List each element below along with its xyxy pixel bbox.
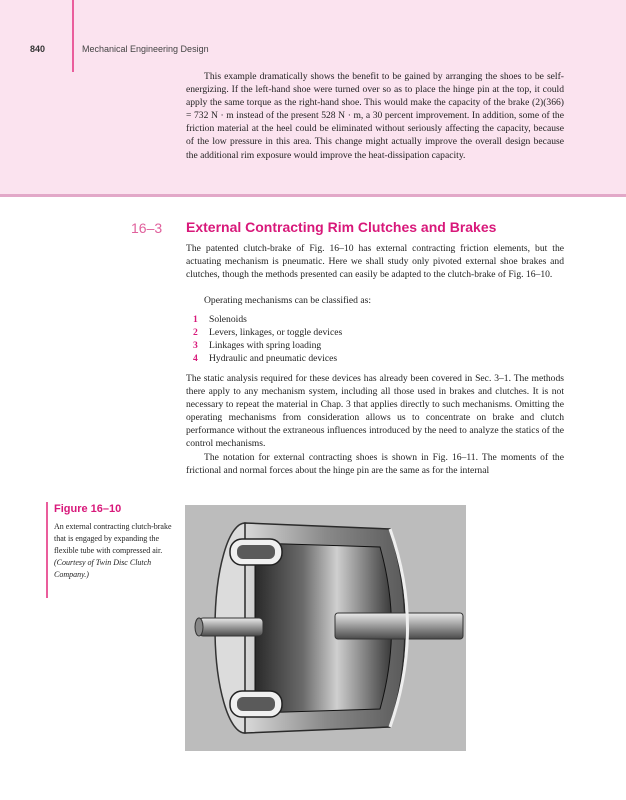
list-item-number: 2 (193, 327, 198, 339)
list-item-text: Hydraulic and pneumatic devices (209, 353, 338, 365)
list-item (193, 352, 342, 365)
input-shaft (199, 618, 263, 636)
list-item-number: 3 (193, 340, 198, 352)
tube-inner-bottom (237, 697, 275, 711)
list-item (193, 313, 342, 326)
body-text-block (186, 372, 564, 477)
body-paragraph-1: The patented clutch-brake of Fig. 16–10 has external contracting friction elements, but the actuating mechanism is pneumatic. Here we shall study only pivoted external shoe brakes and clutches, though the methods presented can easily be adapted to the clutch-brake of Fig. 16–10. (186, 243, 564, 281)
figure-credit: (Courtesy of Twin Disc Clutch Company.) (54, 558, 152, 579)
list-item (193, 339, 342, 352)
body-paragraph-3: The static analysis required for these devices has already been covered in Sec. 3–1. The methods there apply to any mechanism system, including all those used in brakes and clutches. It is not necessary to repeat the material in Chap. 3 that applies directly to such mechanisms. Omitting the operating mechanisms from consideration allows us to concentrate on brake and clutch performance without the extraneous influences introduced by the need to analyze the statics of the control mechanisms. (186, 373, 564, 450)
running-title: Mechanical Engineering Design (82, 44, 209, 54)
header-rule (72, 0, 74, 72)
page-number: 840 (30, 44, 46, 54)
clutch-brake-illustration (185, 505, 466, 751)
shaft-end (195, 618, 203, 636)
list-item-text: Levers, linkages, or toggle devices (209, 327, 343, 339)
example-continuation-paragraph: This example dramatically shows the benefit to be gained by arranging the shoes to be self-energizing. If the left-hand shoe were turned over so as to place the hinge pin at the top, it could apply the same torque as the right-hand shoe. This would make the capacity of the brake (2)(366) = 732 N · m instead of the present 528 N · m, a 30 percent improvement. In addition, some of the friction material at the heel could be eliminated without seriously affecting the capacity, because of the low pressure in this area. This change might actually improve the overall design because the additional rim exposure would improve the heat-dissipation capacity. (186, 71, 564, 161)
list-item-text: Linkages with spring loading (209, 340, 322, 352)
tube-inner-top (237, 545, 275, 559)
list-item (193, 326, 342, 339)
list-item-number: 1 (193, 314, 198, 325)
figure-label: Figure 16–10 (54, 503, 122, 515)
mechanism-list (193, 313, 342, 365)
section-number: 16–3 (131, 220, 163, 236)
figure-caption (54, 521, 174, 581)
list-item-text: Solenoids (209, 314, 247, 325)
list-item-number: 4 (193, 353, 198, 365)
section-title: External Contracting Rim Clutches and Brakes (186, 219, 497, 235)
output-shaft (335, 613, 463, 639)
body-paragraph-2: Operating mechanisms can be classified as: (204, 295, 372, 306)
clutch-brake-figure (185, 505, 466, 751)
figure-caption-text: An external contracting clutch-brake that is engaged by expanding the flexible tube with compressed air. (54, 522, 172, 555)
body-paragraph-4: The notation for external contracting shoes is shown in Fig. 16–11. The moments of the frictional and normal forces about the hinge pin are the same as for the internal (186, 451, 564, 476)
figure-caption-rule (46, 502, 48, 598)
